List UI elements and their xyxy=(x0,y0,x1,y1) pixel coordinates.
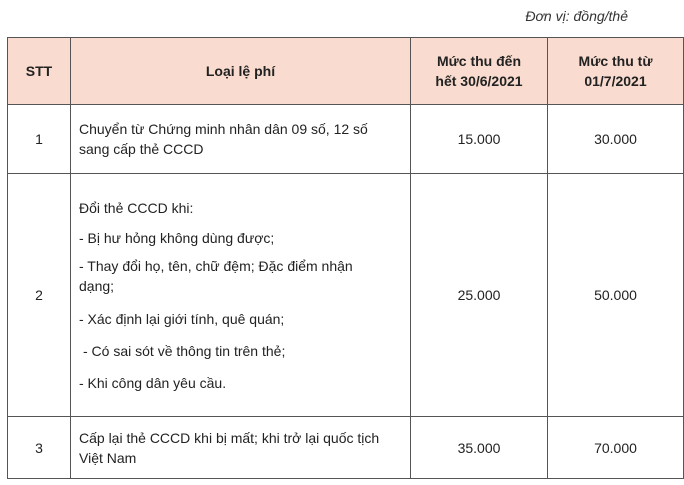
header-new-fee xyxy=(548,38,684,105)
table-row xyxy=(8,417,684,479)
table-row xyxy=(8,174,684,417)
condition-item: - Bị hư hỏng không dùng được; xyxy=(79,229,275,246)
header-new-fee-line1: Mức thu từ xyxy=(578,53,653,69)
row-fee-type xyxy=(71,417,411,479)
header-old-fee-line1: Mức thu đến xyxy=(436,53,522,69)
fee-type-line: Cấp lại thẻ CCCD khi bị mất; khi trở lại quốc tịch xyxy=(79,429,380,446)
table-header-row xyxy=(8,38,684,105)
header-stt: STT xyxy=(8,38,71,105)
condition-item: - Thay đổi họ, tên, chữ đệm; Đặc điểm nhận xyxy=(79,257,353,274)
condition-item: - Khi công dân yêu cầu. xyxy=(79,374,227,391)
condition-item: dạng; xyxy=(79,277,115,294)
table-row xyxy=(8,105,684,174)
row-new-fee: 50.000 xyxy=(548,174,684,417)
unit-note: Đơn vị: đồng/thẻ xyxy=(525,8,628,24)
condition-item: - Xác định lại giới tính, quê quán; xyxy=(79,310,285,327)
fee-table xyxy=(7,37,684,479)
header-new-fee-line2: 01/7/2021 xyxy=(584,73,647,89)
row-fee-type xyxy=(71,174,411,417)
row-old-fee: 15.000 xyxy=(411,105,548,174)
row-old-fee: 35.000 xyxy=(411,417,548,479)
row-stt: 3 xyxy=(8,417,71,479)
row-fee-type xyxy=(71,105,411,174)
fee-type-line: Việt Nam xyxy=(79,449,137,466)
row-stt: 1 xyxy=(8,105,71,174)
condition-item: - Có sai sót về thông tin trên thẻ; xyxy=(83,342,286,359)
header-fee-type: Loại lệ phí xyxy=(71,38,411,105)
fee-type-line: sang cấp thẻ CCCD xyxy=(79,141,204,157)
row-stt: 2 xyxy=(8,174,71,417)
header-old-fee-line2: hết 30/6/2021 xyxy=(435,73,523,89)
header-old-fee xyxy=(411,38,548,105)
fee-type-line: Chuyển từ Chứng minh nhân dân 09 số, 12 số xyxy=(79,121,368,137)
fee-type-intro: Đổi thẻ CCCD khi: xyxy=(79,199,194,216)
row-new-fee: 30.000 xyxy=(548,105,684,174)
row-old-fee: 25.000 xyxy=(411,174,548,417)
row-new-fee: 70.000 xyxy=(548,417,684,479)
